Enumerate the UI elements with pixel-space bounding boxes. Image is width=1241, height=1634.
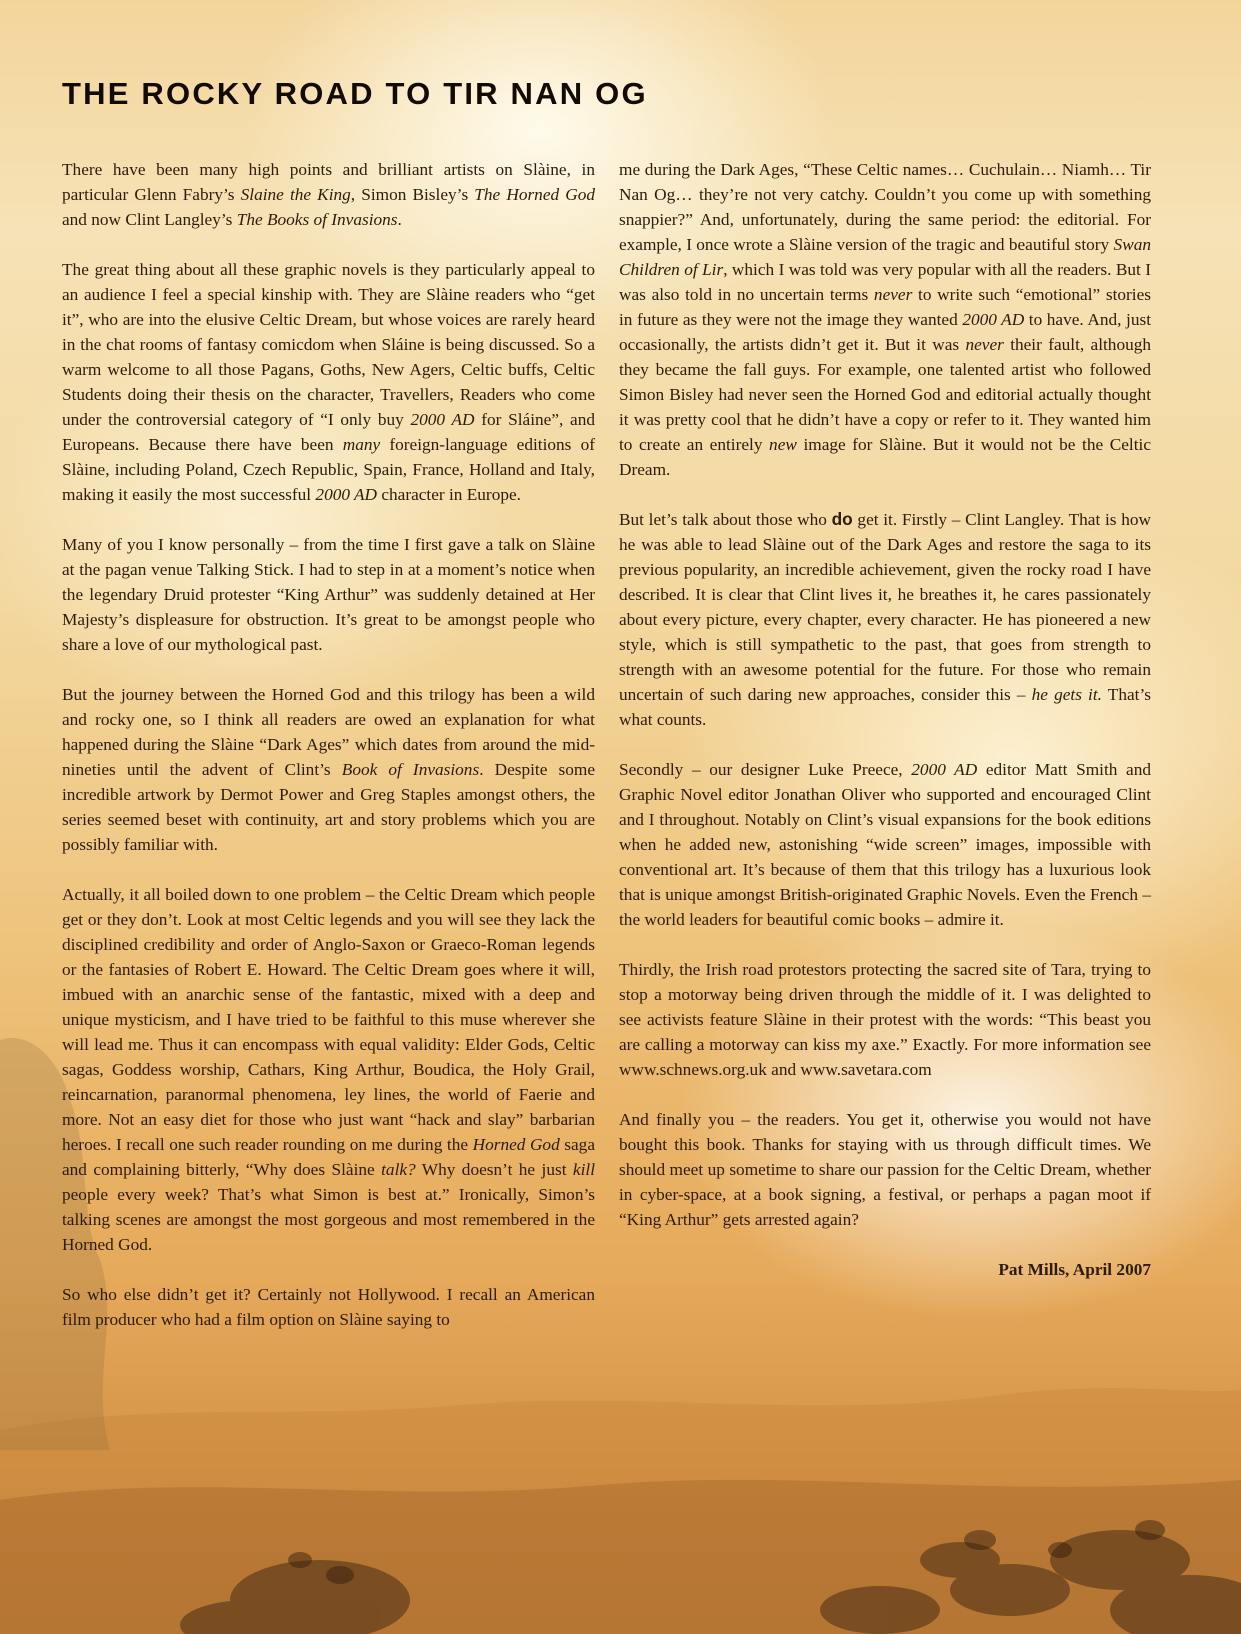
left-column: [62, 157, 595, 1332]
page-title: THE ROCKY ROAD TO TIR NAN OG: [62, 76, 648, 111]
paragraph: Many of you I know personally – from the time I first gave a talk on Slàine at the pagan venue Talking Stick. I had to step in at a moment’s notice when the legendary Druid protester “King Arthur” was suddenly detained at Her Majesty’s displeasure for obstruction. It’s great to be amongst people who share a love of our mythological past.: [62, 535, 595, 654]
paragraph: And finally you – the readers. You get it, otherwise you would not have bought this book. Thanks for staying with us through difficult times. We should meet up sometime to share our passion for the Celtic Dream, whether in cyber-space, at a book signing, a festival, or perhaps a pagan moot if “King Arthur” gets arrested again?: [619, 1110, 1151, 1229]
author-signature: Pat Mills, April 2007: [998, 1260, 1151, 1279]
paragraph: The great thing about all these graphic novels is they particularly appeal to an audience I feel a special kinship with. They are Slàine readers who “get it”, who are into the elusive Celtic Dream, but whose voices are rarely heard in the chat rooms of fantasy comicdom when Sláine is being discussed. So a warm welcome to all those Pagans, Goths, New Agers, Celtic buffs, Celtic Students doing their thesis on the character, Travellers, Readers who come under the controversial category of “I only buy 2000 AD for Sláine”, and Europeans. Because there have been many foreign-language editions of Slàine, including Poland, Czech Republic, Spain, France, Holland and Italy, making it easily the most successful 2000 AD character in Europe.: [62, 260, 595, 504]
paragraph: Actually, it all boiled down to one problem – the Celtic Dream which people get or they don’t. Look at most Celtic legends and you will see they lack the disciplined credibility and order of Anglo-Saxon or Graeco-Roman legends or the fantasies of Robert E. Howard. The Celtic Dream goes where it will, imbued with an anarchic sense of the fantastic, mixed with a deep and unique mysticism, and I have tried to be faithful to this muse wherever she will lead me. Thus it can encompass with equal validity: Elder Gods, Celtic sagas, Goddess worship, Cathars, King Arthur, Boudica, the Holy Grail, reincarnation, paranormal phenomena, ley lines, the world of Faerie and more. Not an easy diet for those who just want “hack and slay” barbarian heroes. I recall one such reader rounding on me during the Horned God saga and complaining bitterly, “Why does Slàine talk? Why doesn’t he just kill people every week? That’s what Simon is best at.” Ironically, Simon’s talking scenes are amongst the most gorgeous and most remembered in the Horned God.: [62, 885, 595, 1254]
paragraph: me during the Dark Ages, “These Celtic names… Cuchulain… Niamh… Tir Nan Og… they’re not very catchy. Couldn’t you come up with something snappier?” And, unfortunately, during the same period: the editorial. For example, I once wrote a Slàine version of the tragic and beautiful story Swan Children of Lir, which I was told was very popular with all the readers. But I was also told in no uncertain terms never to write such “emotional” stories in future as they were not the image they wanted 2000 AD to have. And, just occasionally, the artists didn’t get it. But it was never their fault, although they became the fall guys. For example, one talented artist who followed Simon Bisley had never seen the Horned God and editorial actually thought it was pretty cool that he didn’t have a copy or refer to it. They wanted him to create an entirely new image for Slàine. But it would not be the Celtic Dream.: [619, 160, 1152, 479]
paragraph: But the journey between the Horned God and this trilogy has been a wild and rocky one, so I think all readers are owed an explanation for what happened during the Slàine “Dark Ages” which dates from around the mid-nineties until the advent of Clint’s Book of Invasions. Despite some incredible artwork by Dermot Power and Greg Staples amongst others, the series seemed beset with continuity, art and story problems which you are possibly familiar with.: [62, 685, 595, 854]
right-column: [619, 157, 1151, 1282]
paragraph: So who else didn’t get it? Certainly not Hollywood. I recall an American film producer who had a film option on Slàine saying to: [62, 1285, 595, 1329]
paragraph: There have been many high points and brilliant artists on Slàine, in particular Glenn Fabry’s Slaine the King, Simon Bisley’s The Horned God and now Clint Langley’s The Books of Invasions.: [62, 160, 596, 229]
paragraph: Secondly – our designer Luke Preece, 2000 AD editor Matt Smith and Graphic Novel editor Jonathan Oliver who supported and encouraged Clint and I throughout. Notably on Clint’s visual expansions for the book editions when he added new, astonishing “wide screen” images, impossible with conventional art. It’s because of them that this trilogy has a luxurious look that is unique amongst British-originated Graphic Novels. Even the French – the world leaders for beautiful comic books – admire it.: [619, 760, 1151, 929]
paragraph: Thirdly, the Irish road protestors protecting the sacred site of Tara, trying to stop a motorway being driven through the middle of it. I was delighted to see activists feature Slàine in their protest with the words: “This beast you are calling a motorway can kiss my axe.” Exactly. For more information see www.schnews.org.uk and www.savetara.com: [619, 960, 1151, 1079]
paragraph: But let’s talk about those who do get it. Firstly – Clint Langley. That is how he was able to lead Slàine out of the Dark Ages and restore the saga to its previous popularity, an incredible achievement, given the rocky road I have described. It is clear that Clint lives it, he breathes it, he cares passionately about every picture, every chapter, every character. He has pioneered a new style, which is still sympathetic to the past, that goes from strength to strength with an awesome potential for the future. For those who remain uncertain of such daring new approaches, consider this – he gets it. That’s what counts.: [619, 509, 1151, 729]
